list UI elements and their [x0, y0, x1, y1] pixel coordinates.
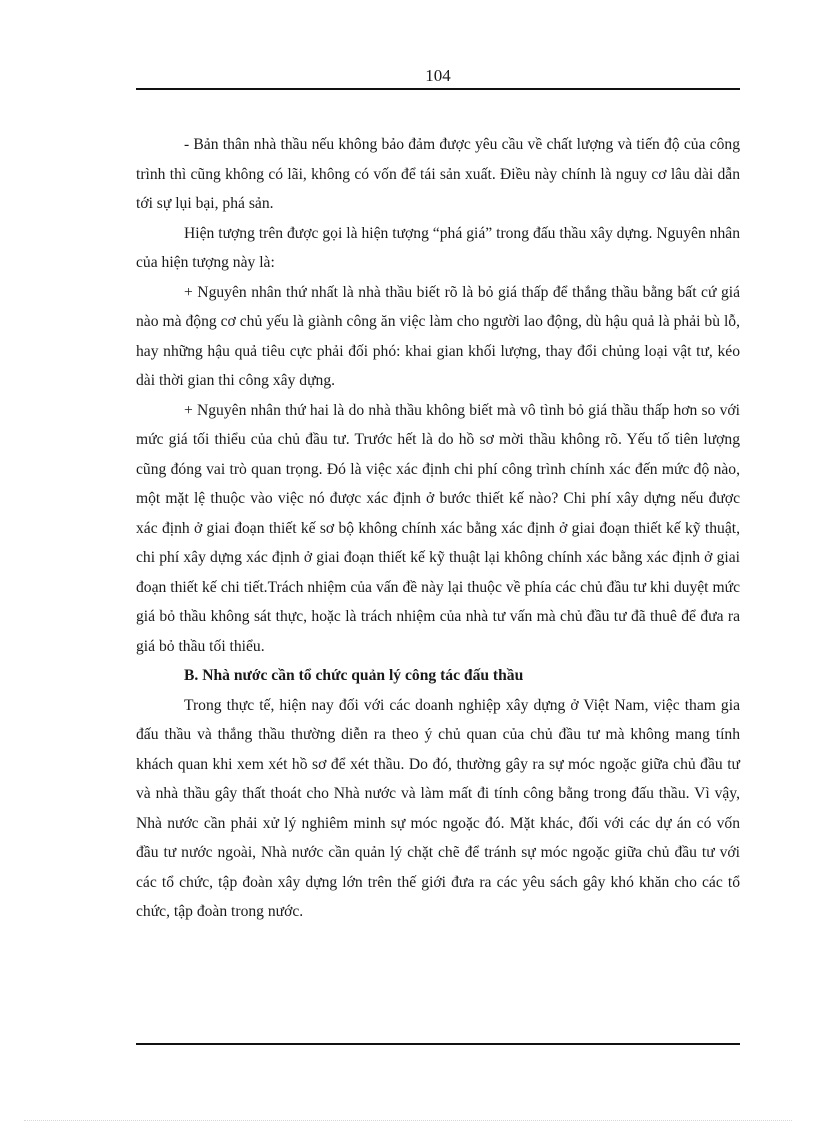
header-rule	[136, 88, 740, 90]
body-paragraph: + Nguyên nhân thứ nhất là nhà thầu biết rõ là bỏ giá thấp để thắng thầu bằng bất cứ giá nào mà động cơ chủ yếu là giành công ăn việc làm cho người lao động, dù hậu quả là phải bù lỗ, hay những hậu quả tiêu cực phải đối phó: khai gian khối lượng, thay đổi chủng loại vật tư, kéo dài thời gian thi công xây dựng.	[136, 283, 740, 389]
body-paragraph: Trong thực tế, hiện nay đối với các doanh nghiệp xây dựng ở Việt Nam, việc tham gia đấu thầu và thắng thầu thường diễn ra theo ý chủ quan của chủ đầu tư mà không mang tính khách quan khi xem xét hồ sơ để xét thầu. Do đó, thường gây ra sự móc ngoặc giữa chủ đầu tư và nhà thầu gây thất thoát cho Nhà nước và làm mất đi tính công bằng trong đấu thầu. Vì vậy, Nhà nước cần phải xử lý nghiêm minh sự móc ngoặc đó. Mặt khác, đối với các dự án có vốn đầu tư nước ngoài, Nhà nước cần quản lý chặt chẽ để tránh sự móc ngoặc giữa chủ đầu tư với các tổ chức, tập đoàn xây dựng lớn trên thế giới đưa ra các yêu sách gây khó khăn cho các tổ chức, tập đoàn trong nước.	[136, 696, 740, 920]
page-number: 104	[425, 66, 451, 85]
body-paragraph: - Bản thân nhà thầu nếu không bảo đảm được yêu cầu về chất lượng và tiến độ của công trình thì cũng không có lãi, không có vốn để tái sản xuất. Điều này chính là nguy cơ lâu dài dẫn tới sự lụi bại, phá sản.	[136, 136, 740, 212]
section-heading: B. Nhà nước cần tổ chức quản lý công tác đấu thầu	[184, 667, 524, 684]
page-edge-divider	[24, 1120, 792, 1121]
footer-rule	[136, 1043, 740, 1045]
body-paragraph: Hiện tượng trên được gọi là hiện tượng “phá giá” trong đấu thầu xây dựng. Nguyên nhân của hiện tượng này là:	[136, 224, 740, 271]
page-body	[136, 130, 740, 927]
body-paragraph: + Nguyên nhân thứ hai là do nhà thầu không biết mà vô tình bỏ giá thầu thấp hơn so với mức giá tối thiểu của chủ đầu tư. Trước hết là do hồ sơ mời thầu không rõ. Yếu tố tiên lượng cũng đóng vai trò quan trọng. Đó là việc xác định chi phí công trình chính xác đến mức độ nào, một mặt lệ thuộc vào việc nó được xác định ở bước thiết kế nào? Chi phí xây dựng nếu được xác định ở giai đoạn thiết kế sơ bộ không chính xác bằng xác định ở giai đoạn thiết kế kỹ thuật, chi phí xây dựng xác định ở giai đoạn thiết kế kỹ thuật lại không chính xác bằng xác định ở giai đoạn thiết kế chi tiết.Trách nhiệm của vấn đề này lại thuộc về phía các chủ đầu tư khi duyệt mức giá bỏ thầu không sát thực, hoặc là trách nhiệm của nhà tư vấn mà chủ đầu tư đã thuê để đưa ra giá bỏ thầu tối thiểu.	[136, 401, 740, 655]
